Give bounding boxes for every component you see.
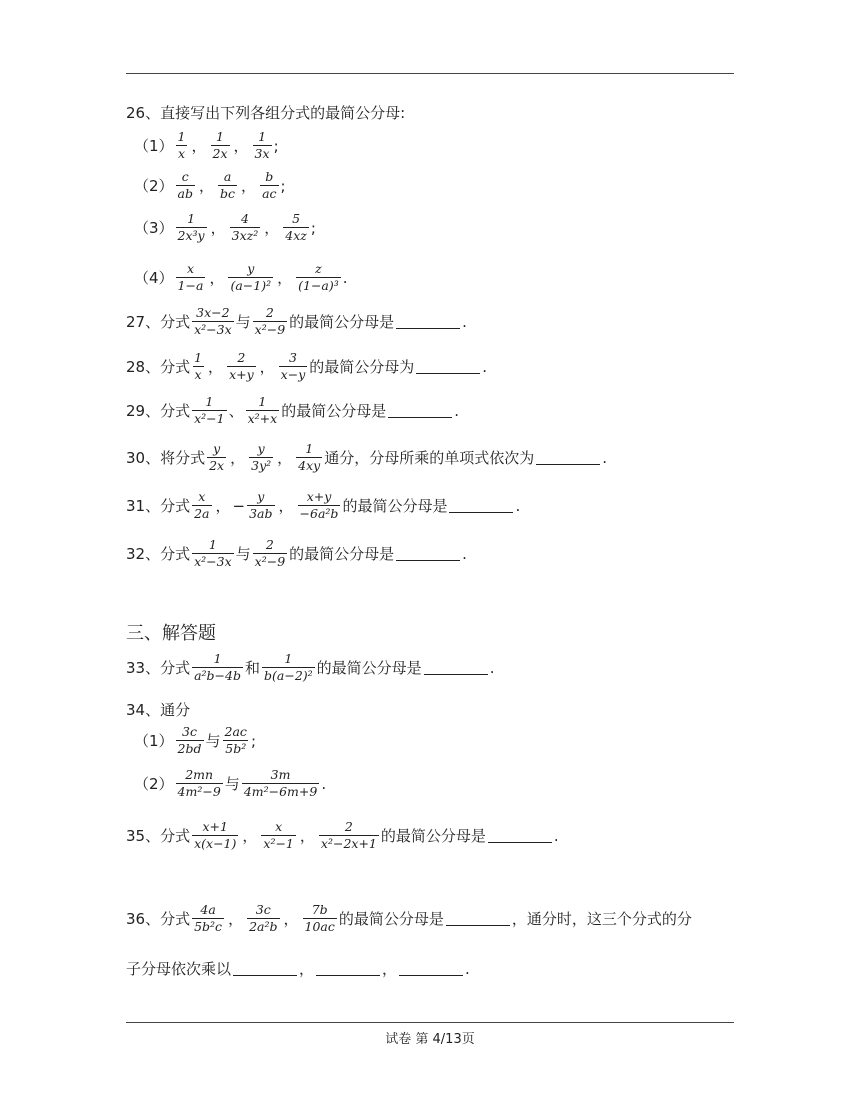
question-prefix: 35、分式 [126, 827, 191, 846]
fraction [283, 212, 309, 244]
fraction [192, 490, 211, 522]
fraction-denominator: 3xz² [231, 228, 259, 244]
question-line [126, 820, 559, 852]
question-line [126, 903, 692, 935]
comma-separator: ， [277, 269, 293, 288]
item-label: （4） [134, 269, 174, 288]
answer-blank [233, 961, 297, 976]
fraction-denominator: 2bd [177, 741, 202, 757]
fraction-denominator: ac [262, 186, 277, 202]
fraction [253, 306, 288, 338]
fraction-denominator: 5b²c [194, 919, 223, 935]
fraction [192, 351, 204, 383]
fraction-numerator: 2 [265, 537, 274, 552]
question-prefix: 30、将分式 [126, 449, 206, 468]
fraction [192, 538, 234, 570]
fraction-numerator: 3 [288, 350, 297, 365]
item-label: （1） [134, 137, 174, 156]
comma-separator: ， [210, 219, 226, 238]
fraction [319, 820, 379, 852]
answer-blank [316, 961, 380, 976]
comma-separator: ， [233, 137, 249, 156]
fraction-numerator: 1 [258, 129, 267, 144]
fraction [247, 903, 279, 935]
fraction-denominator: b(a−2)² [264, 668, 313, 684]
fraction [192, 306, 234, 338]
punctuation: . [462, 544, 467, 563]
answer-blank [424, 660, 488, 675]
fraction [296, 442, 322, 474]
fraction-denominator: (1−a)³ [298, 278, 339, 294]
text-segment: 的最简公分母是 [281, 402, 387, 421]
answer-blank [399, 961, 463, 976]
text-segment: ，通分时，这三个分式的分 [511, 910, 692, 929]
fraction-denominator: x+y [229, 367, 254, 383]
fraction-numerator: 1 [258, 394, 267, 409]
fraction-numerator: 1 [187, 211, 196, 226]
punctuation: . [602, 448, 608, 467]
fraction-denominator: x²−9 [254, 554, 286, 570]
fraction-numerator: 3c [255, 902, 271, 917]
header-rule [126, 73, 734, 74]
section-heading: 三、解答题 [126, 623, 216, 644]
fraction-denominator: 3x [254, 146, 270, 162]
question-line [126, 395, 459, 427]
fraction-numerator: 2ac [224, 724, 247, 739]
punctuation: ; [310, 218, 316, 237]
fraction [246, 395, 280, 427]
question-line [126, 442, 607, 474]
text-segment: 的最简公分母是 [289, 313, 395, 332]
text-segment: 、 [228, 402, 244, 421]
text-segment: 的最简公分母是 [338, 910, 444, 929]
fraction-denominator: x [194, 367, 202, 383]
comma-separator: ， [382, 960, 398, 978]
fraction-numerator: 4a [200, 902, 216, 917]
fraction [211, 130, 230, 162]
question-stem: 34、通分 [126, 701, 191, 719]
fraction-numerator: x [275, 819, 283, 834]
fraction [260, 170, 278, 202]
fraction-numerator: x+y [306, 489, 332, 504]
fraction-numerator: y [257, 441, 265, 456]
fraction [296, 262, 341, 294]
fraction-numerator: 1 [216, 129, 224, 144]
fraction-denominator: x²−2x+1 [320, 836, 377, 852]
item-label: （1） [134, 732, 174, 751]
answer-blank [416, 359, 480, 374]
fraction-denominator: 2x³y [177, 228, 205, 244]
fraction-denominator: 4xy [298, 458, 321, 474]
comma-separator: ， [215, 497, 231, 516]
question-line [126, 490, 520, 522]
question-prefix: 31、分式 [126, 497, 191, 516]
fraction-numerator: 2 [265, 305, 274, 320]
fraction-numerator: a [223, 169, 232, 184]
text-segment: 的最简公分母是 [289, 545, 395, 564]
fraction [218, 170, 237, 202]
fraction [228, 262, 273, 294]
fraction-numerator: 2mn [185, 767, 214, 782]
fraction-denominator: ab [177, 186, 194, 202]
fraction-denominator: x²+x [247, 411, 278, 427]
fraction-numerator: b [265, 169, 274, 184]
fraction-denominator: (a−1)² [230, 278, 272, 294]
question-line [126, 538, 467, 570]
fraction-numerator: x [198, 489, 206, 504]
fraction [242, 768, 320, 800]
punctuation: . [489, 658, 495, 677]
punctuation: . [462, 312, 467, 331]
question-prefix: 33、分式 [126, 659, 191, 678]
fraction [223, 725, 249, 757]
comma-separator: ， [259, 358, 275, 377]
fraction-denominator: 2x [212, 146, 228, 162]
fraction-denominator: x²−9 [254, 322, 286, 338]
question-line [126, 306, 467, 338]
comma-separator: ， [241, 177, 257, 196]
fraction-numerator: y [257, 489, 265, 504]
punctuation: ; [273, 136, 279, 155]
punctuation: ; [250, 731, 256, 750]
fraction [192, 903, 224, 935]
fraction-numerator: 1 [205, 394, 214, 409]
fraction [279, 351, 308, 383]
fraction [249, 442, 273, 474]
question-line [126, 958, 470, 979]
answer-blank [449, 498, 513, 513]
fraction-numerator: c [181, 169, 189, 184]
question-prefix: 28、分式 [126, 358, 191, 377]
footer-rule [126, 1022, 734, 1023]
text-segment: 和 [245, 659, 261, 678]
fraction-denominator: x²−3x [194, 322, 232, 338]
item-label: （3） [134, 219, 174, 238]
answer-blank [488, 828, 552, 843]
fraction [176, 212, 207, 244]
fraction [176, 170, 195, 202]
question-line [126, 351, 487, 383]
fraction-numerator: y [213, 441, 221, 456]
fraction [253, 538, 288, 570]
comma-separator: ， [277, 449, 293, 468]
fraction-numerator: 2 [237, 350, 246, 365]
answer-blank [536, 450, 600, 465]
fraction-denominator: 2a [194, 506, 210, 522]
page-footer: 试卷 第 4/13页 [385, 1032, 475, 1047]
fraction-numerator: y [247, 261, 255, 276]
item-label: （2） [134, 177, 174, 196]
comma-separator: ， [191, 137, 207, 156]
fraction-denominator: 4xz [285, 228, 307, 244]
punctuation: . [454, 401, 459, 420]
fraction-denominator: x(x−1) [194, 836, 237, 852]
punctuation: . [465, 959, 470, 978]
comma-separator: ， [278, 497, 294, 516]
question-line [134, 170, 286, 202]
item-label: （2） [134, 775, 174, 794]
fraction-numerator: 5 [292, 211, 301, 226]
fraction-denominator: 4m²−9 [177, 784, 221, 800]
fraction-denominator: 3y² [251, 458, 272, 474]
fraction [176, 130, 188, 162]
fraction-denominator: bc [220, 186, 236, 202]
comma-separator: ， [299, 827, 315, 846]
fraction-denominator: x−y [280, 367, 306, 383]
comma-separator: ， [264, 219, 280, 238]
answer-blank [396, 314, 460, 329]
fraction-numerator: 3m [270, 767, 291, 782]
punctuation: . [553, 826, 559, 845]
fraction-denominator: 5b² [225, 741, 247, 757]
comma-separator: ， [299, 960, 315, 978]
comma-separator: ， [209, 269, 225, 288]
fraction-denominator: 4m²−6m+9 [243, 784, 318, 800]
fraction-numerator: 1 [213, 651, 222, 666]
question-prefix: 36、分式 [126, 910, 191, 929]
fraction [261, 820, 296, 852]
fraction-numerator: 1 [194, 350, 203, 365]
fraction [207, 442, 226, 474]
question-prefix: 27、分式 [126, 313, 191, 332]
text-segment: 与 [235, 545, 251, 564]
fraction-numerator: x+1 [202, 819, 228, 834]
question-stem: 26、直接写出下列各组分式的最简公分母: [126, 104, 406, 122]
answer-blank [446, 911, 510, 926]
fraction [176, 768, 223, 800]
question-line [134, 212, 316, 244]
fraction-numerator: 4 [240, 211, 249, 226]
punctuation: ; [280, 176, 286, 195]
fraction [227, 351, 256, 383]
fraction [176, 725, 204, 757]
fraction [176, 262, 206, 294]
punctuation: . [482, 357, 488, 376]
text-segment: 的最简公分母是 [316, 659, 422, 678]
fraction-denominator: 3ab [249, 506, 273, 522]
fraction-denominator: x²−1 [263, 836, 294, 852]
fraction-denominator: 2a²b [249, 919, 278, 935]
fraction-denominator: −6a²b [299, 506, 339, 522]
fraction-numerator: 2 [344, 819, 353, 834]
fraction [253, 130, 272, 162]
fraction [192, 820, 238, 852]
comma-separator: ， [283, 910, 299, 929]
text-segment: 的最简公分母是 [342, 497, 448, 516]
fraction [192, 652, 243, 684]
fraction-numerator: 3x−2 [196, 305, 230, 320]
question-line [134, 725, 256, 757]
text-segment: 的最简公分母是 [380, 827, 486, 846]
question-line [126, 699, 190, 720]
fraction-numerator: 7b [311, 902, 328, 917]
question-line [134, 262, 348, 294]
fraction-denominator: x [177, 146, 186, 162]
comma-separator: ， [208, 358, 224, 377]
comma-separator: ， [199, 177, 215, 196]
fraction-numerator: 1 [177, 129, 186, 144]
question-line [126, 652, 494, 684]
fraction-denominator: 1−a [177, 278, 204, 294]
question-line [134, 130, 279, 162]
fraction [247, 490, 274, 522]
fraction [262, 652, 315, 684]
answer-blank [388, 403, 452, 418]
fraction-denominator: x²−1 [194, 411, 225, 427]
answer-blank [396, 546, 460, 561]
fraction-numerator: 3c [182, 724, 198, 739]
fraction-numerator: 1 [284, 651, 293, 666]
text-segment: 的最简公分母为 [309, 358, 415, 377]
fraction-denominator: a²b−4b [194, 668, 241, 684]
comma-separator: ， [228, 910, 244, 929]
punctuation: . [515, 496, 521, 515]
question-line [134, 768, 326, 800]
comma-separator: ， [230, 449, 246, 468]
fraction-numerator: z [315, 261, 322, 276]
fraction-numerator: x [186, 261, 195, 276]
fraction-denominator: x²−3x [194, 554, 232, 570]
fraction [303, 903, 337, 935]
text-segment: 子分母依次乘以 [126, 960, 232, 978]
punctuation: . [321, 774, 327, 793]
question-prefix: 29、分式 [126, 402, 191, 421]
text-segment: 与 [235, 313, 251, 332]
fraction-denominator: 2x [209, 458, 225, 474]
minus-sign: − [232, 496, 246, 515]
fraction-numerator: 1 [305, 441, 314, 456]
text-segment: 通分，分母所乘的单项式依次为 [324, 449, 535, 468]
fraction [298, 490, 341, 522]
text-segment: 与 [205, 732, 221, 751]
text-segment: 与 [224, 775, 240, 794]
fraction [230, 212, 261, 244]
punctuation: . [342, 268, 348, 287]
fraction-denominator: 10ac [304, 919, 335, 935]
fraction-numerator: 1 [208, 537, 217, 552]
comma-separator: ， [242, 827, 258, 846]
question-line [126, 102, 405, 123]
question-prefix: 32、分式 [126, 545, 191, 564]
fraction [192, 395, 227, 427]
